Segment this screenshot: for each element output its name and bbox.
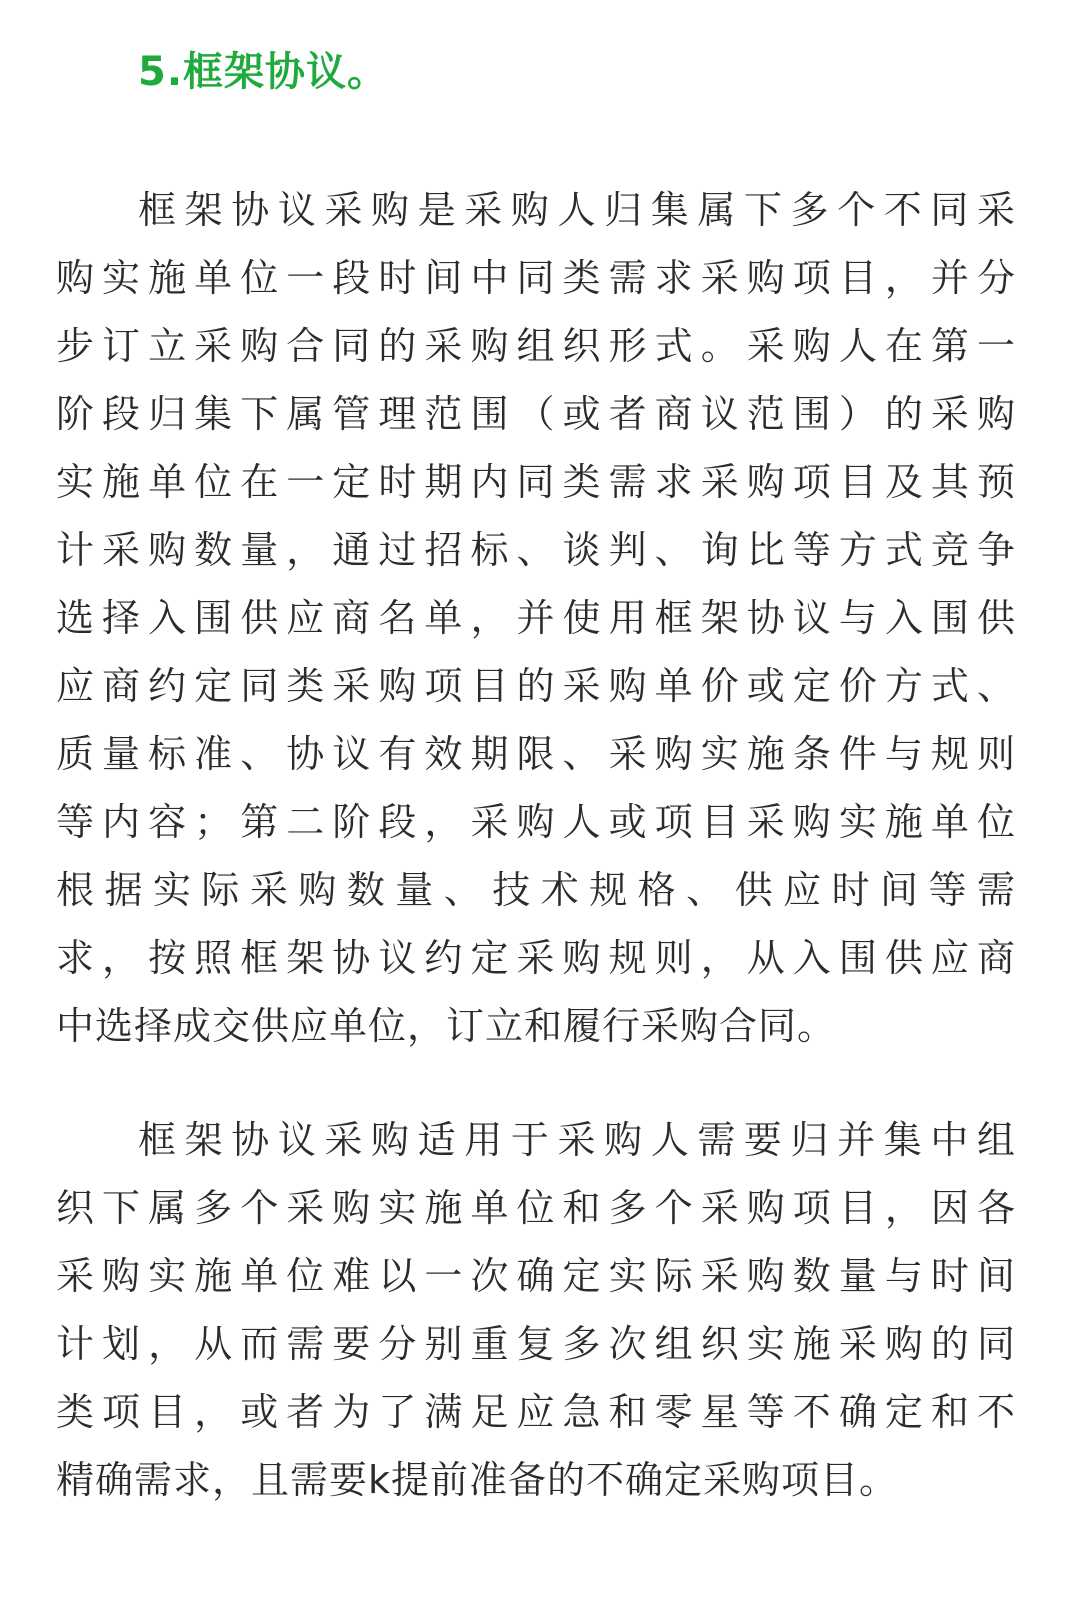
paragraph-line: 中选择成交供应单位，订立和履行采购合同。	[56, 1004, 837, 1048]
paragraph-line: 阶段归集下属管理范围（或者商议范围）的采购	[56, 392, 1016, 436]
paragraph-line: 求，按照框架协议约定采购规则，从入围供应商	[56, 936, 1016, 980]
paragraph-line: 计划，从而需要分别重复多次组织实施采购的同	[56, 1322, 1016, 1366]
paragraph-line: 根据实际采购数量、技术规格、供应时间等需	[56, 868, 1016, 912]
paragraph-line: 质量标准、协议有效期限、采购实施条件与规则	[56, 732, 1016, 776]
section-heading: 5.框架协议。	[138, 49, 389, 95]
paragraph-definition	[56, 176, 1016, 1060]
paragraph-line: 应商约定同类采购项目的采购单价或定价方式、	[56, 664, 1016, 708]
paragraph-applicability	[56, 1106, 1016, 1514]
paragraph-line: 精确需求，且需要k提前准备的不确定采购项目。	[56, 1458, 899, 1502]
paragraph-line: 等内容；第二阶段，采购人或项目采购实施单位	[56, 800, 1016, 844]
paragraph-line: 织下属多个采购实施单位和多个采购项目，因各	[56, 1186, 1016, 1230]
paragraph-line: 购实施单位一段时间中同类需求采购项目，并分	[56, 256, 1016, 300]
paragraph-line: 步订立采购合同的采购组织形式。采购人在第一	[56, 324, 1016, 368]
paragraph-line: 选择入围供应商名单，并使用框架协议与入围供	[56, 596, 1016, 640]
paragraph-line: 类项目，或者为了满足应急和零星等不确定和不	[56, 1390, 1016, 1434]
paragraph-line: 框架协议采购适用于采购人需要归并集中组	[138, 1118, 1016, 1162]
paragraph-line: 采购实施单位难以一次确定实际采购数量与时间	[56, 1254, 1016, 1298]
paragraph-line: 框架协议采购是采购人归集属下多个不同采	[138, 188, 1016, 232]
paragraph-line: 实施单位在一定时期内同类需求采购项目及其预	[56, 460, 1016, 504]
paragraph-line: 计采购数量，通过招标、谈判、询比等方式竞争	[56, 528, 1016, 572]
